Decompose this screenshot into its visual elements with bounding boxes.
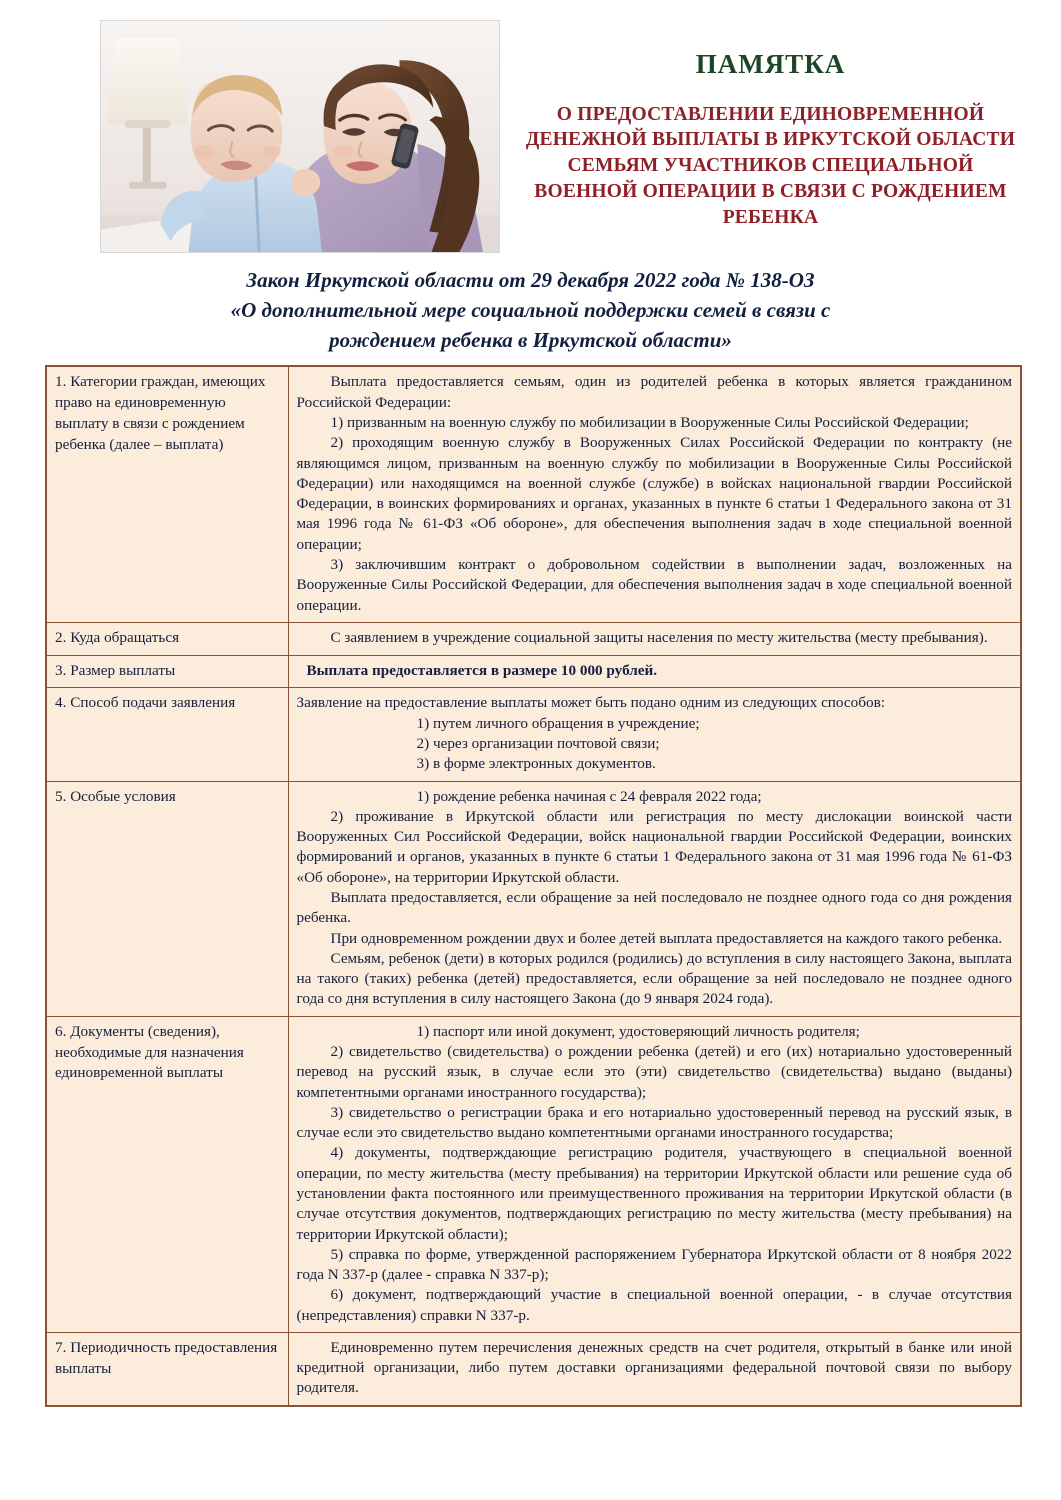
paragraph: 2) проходящим военную службу в Вооруженных Силах Российской Федерации по контракту (не являющимся лицом, призванным на военную службу по мобилизации в Вооруженные Силы Российской Федерации) или находящимся на военной службе (службе) в войсках национальной гвардии Российской Федерации, в воинских формированиях и органах, указанных в пункте 6 статьи 1 Федерального закона от 31 мая 1996 года № 61-ФЗ «Об обороне», для обеспечения выполнения задач в ходе специальной военной операции; (296, 434, 1012, 553)
row-label-cell (46, 366, 288, 622)
row-content-cell (288, 655, 1021, 688)
paragraph: Выплата предоставляется, если обращение за ней последовало не позднее одного года со дня рождения ребенка. (296, 889, 1012, 927)
page-title: ПАМЯТКА (695, 49, 846, 79)
list-item: 1) рождение ребенка начиная с 24 февраля 2022 года; (416, 787, 762, 805)
row-label: 5. Особые условия (55, 787, 176, 805)
paragraph: 3) заключившим контракт о добровольном содействии в выполнении задач, возложенных на Вооруженные Силы Российской Федерации, для обеспечения выполнения задач в ходе специальной военной операции. (296, 555, 1012, 614)
list-item: 1) путем личного обращения в учреждение; (416, 714, 700, 732)
paragraph: Заявление на предоставление выплаты может быть подано одним из следующих способов: (296, 694, 885, 712)
row-content-cell (288, 622, 1021, 655)
row-label-cell (46, 1016, 288, 1332)
row-label-cell (46, 655, 288, 688)
memo-table-body (46, 366, 1021, 1405)
mother-and-baby-photo (100, 20, 500, 253)
paragraph: Единовременно путем перечисления денежных средств на счет родителя, открытый в банке или иной кредитной организации, либо путем доставки организациями федеральной почтовой связи по выбору родителя. (296, 1338, 1012, 1397)
list-item: 3) в форме электронных документов. (416, 755, 656, 773)
table-row (46, 781, 1021, 1016)
paragraph: Выплата предоставляется семьям, один из родителей ребенка в которых является гражданином Российской Федерации: (296, 373, 1012, 411)
photo-illustration (101, 21, 499, 252)
list-item: 5) справка по форме, утвержденной распоряжением Губернатора Иркутской области от 8 ноября 2022 года N 337-р (далее - справка N 337-р); (296, 1245, 1012, 1284)
law-reference-line-1: Закон Иркутской области от 29 декабря 2022 года № 138-ОЗ (246, 268, 815, 292)
row-label: 1. Категории граждан, имеющих право на единовременную выплату в связи с рождением ребенка (далее – выплата) (55, 373, 266, 453)
row-label-cell (46, 622, 288, 655)
row-content-cell (288, 366, 1021, 622)
list-item: 1) паспорт или иной документ, удостоверяющий личность родителя; (416, 1022, 860, 1040)
law-reference (151, 266, 911, 355)
document-header (0, 0, 1061, 250)
payment-amount-text: Выплата предоставляется в размере 10 000 рублей. (306, 661, 658, 679)
row-content-cell (288, 1016, 1021, 1332)
table-row (46, 1016, 1021, 1332)
table-row (46, 688, 1021, 781)
list-item: 2) свидетельство (свидетельства) о рождении ребенка (детей) и его (их) нотариально удостоверенный перевод на русский язык, в случае если это (эти) свидетельство (свидетельства) выдано (выданы) компетентными органами иностранного государства); (296, 1042, 1012, 1101)
paragraph: При одновременном рождении двух и более детей выплата предоставляется на каждого такого ребенка. (330, 929, 1003, 947)
list-item: 6) документ, подтверждающий участие в специальной военной операции, - в случае отсутствия (непредставления) справки N 337-р. (296, 1286, 1012, 1324)
paragraph: 1) призванным на военную службу по мобилизации в Вооруженные Силы Российской Федерации; (330, 414, 969, 431)
row-label-cell (46, 781, 288, 1016)
row-label: 3. Размер выплаты (55, 661, 176, 679)
paragraph: С заявлением в учреждение социальной защиты населения по месту жительства (месту пребывания). (330, 628, 988, 646)
list-item: 2) через организации почтовой связи; (416, 735, 660, 753)
table-row (46, 366, 1021, 622)
row-label: 2. Куда обращаться (55, 628, 180, 646)
list-item: 4) документы, подтверждающие регистрацию родителя, участвующего в специальной военной операции, по месту жительства (месту пребывания) на территории Иркутской области или решение суда об установлении факта постоянного или преимущественного проживания на территории Иркутской области (в случае отсутствия документов, подтверждающих регистрацию по месту жительства (месту пребывания) на территории Иркутской области); (296, 1144, 1012, 1243)
page-subtitle: О ПРЕДОСТАВЛЕНИИ ЕДИНОВРЕМЕННОЙ ДЕНЕЖНОЙ ВЫПЛАТЫ В ИРКУТСКОЙ ОБЛАСТИ СЕМЬЯМ УЧАСТНИКОВ СПЕЦИАЛЬНОЙ ВОЕННОЙ ОПЕРАЦИИ В СВЯЗИ С РОЖДЕНИЕМ РЕБЕНКА (525, 103, 1016, 228)
table-row (46, 1332, 1021, 1405)
row-label: 7. Периодичность предоставления выплаты (55, 1338, 278, 1377)
paragraph: Семьям, ребенок (дети) в которых родился (родились) до вступления в силу настоящего Закона, выплата на такого (таких) ребенка (детей) предоставляется, если обращение за ней последовало не позднее одного года со дня вступления в силу настоящего Закона (до 9 января 2024 года). (296, 949, 1012, 1008)
list-item: 2) проживание в Иркутской области или регистрация по месту дислокации воинской части Вооруженных Сил Российской Федерации, войск национальной гвардии Российской Федерации, воинских формирований и органов, указанных в пункте 6 статьи 1 Федерального закона от 31 мая 1996 года № 61-ФЗ «Об обороне», на территории Иркутской области. (296, 807, 1012, 886)
table-row (46, 655, 1021, 688)
law-reference-line-2: «О дополнительной мере социальной поддержки семей в связи с (230, 297, 831, 322)
row-content-cell (288, 1332, 1021, 1405)
row-content-cell (288, 781, 1021, 1016)
list-item: 3) свидетельство о регистрации брака и его нотариально удостоверенный перевод на русский язык, в случае если это свидетельство выдано компетентными органами иностранного государства; (296, 1103, 1012, 1142)
table-row (46, 622, 1021, 655)
row-label-cell (46, 688, 288, 781)
law-reference-line-3: рождением ребенка в Иркутской области» (329, 327, 732, 352)
row-label: 6. Документы (сведения), необходимые для назначения единовременной выплаты (55, 1022, 244, 1082)
row-label: 4. Способ подачи заявления (55, 694, 236, 712)
title-block (500, 20, 1027, 230)
row-label-cell (46, 1332, 288, 1405)
row-content-cell (288, 688, 1021, 781)
memo-table (45, 365, 1022, 1406)
